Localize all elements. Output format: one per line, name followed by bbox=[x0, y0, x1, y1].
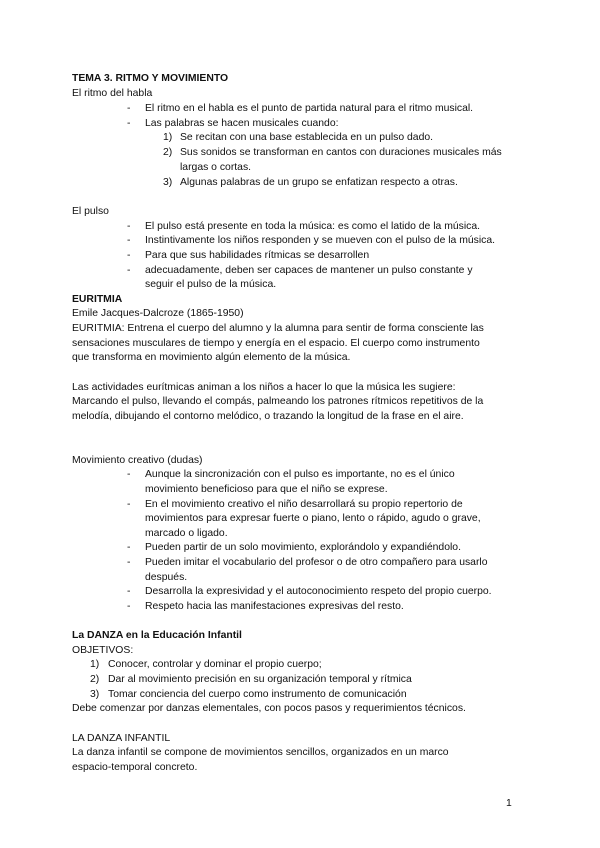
bullet-marker: - bbox=[127, 586, 131, 597]
list-item-continuation: movimientos para expresar fuerte o piano, lento o rápido, agudo o grave, bbox=[145, 513, 481, 524]
list-item: Dar al movimiento precisión en su organización temporal y rítmica bbox=[108, 674, 412, 685]
objetivos-label: OBJETIVOS: bbox=[72, 645, 134, 656]
paragraph-line: que transforma en movimiento algún elemento de la música. bbox=[72, 352, 351, 363]
paragraph-line: Marcando el pulso, llevando el compás, palmeando los patrones rítmicos repetitivos de la bbox=[72, 396, 484, 407]
list-item: En el movimiento creativo el niño desarrollará su propio repertorio de bbox=[145, 499, 463, 510]
bullet-marker: - bbox=[127, 469, 131, 480]
list-item: Pueden partir de un solo movimiento, explorándolo y expandiéndolo. bbox=[145, 542, 461, 553]
list-item: adecuadamente, deben ser capaces de mantener un pulso constante y bbox=[145, 265, 473, 276]
list-item: Las palabras se hacen musicales cuando: bbox=[145, 118, 339, 129]
list-number: 1) bbox=[90, 659, 100, 670]
list-number: 2) bbox=[90, 674, 100, 685]
list-number: 3) bbox=[90, 689, 100, 700]
list-item: Pueden imitar el vocabulario del profesor o de otro compañero para usarlo bbox=[145, 557, 488, 568]
paragraph-line: EURITMIA: Entrena el cuerpo del alumno y la alumna para sentir de forma consciente las bbox=[72, 323, 484, 334]
author-line: Emile Jacques-Dalcroze (1865-1950) bbox=[72, 308, 244, 319]
list-item: Sus sonidos se transforman en cantos con duraciones musicales más bbox=[180, 147, 502, 158]
bullet-marker: - bbox=[127, 265, 131, 276]
bullet-marker: - bbox=[127, 250, 131, 261]
list-item: Se recitan con una base establecida en un pulso dado. bbox=[180, 132, 434, 143]
list-item-continuation: movimiento beneficioso para que el niño se exprese. bbox=[145, 484, 388, 495]
bullet-marker: - bbox=[127, 542, 131, 553]
page-number: 1 bbox=[506, 798, 512, 809]
paragraph-line: melodía, dibujando el contorno melódico, o trazando la longitud de la frase en el aire. bbox=[72, 411, 464, 422]
list-item: Respeto hacia las manifestaciones expresivas del resto. bbox=[145, 601, 404, 612]
list-item: Aunque la sincronización con el pulso es importante, no es el único bbox=[145, 469, 455, 480]
bullet-marker: - bbox=[127, 118, 131, 129]
paragraph-line: Debe comenzar por danzas elementales, con pocos pasos y requerimientos técnicos. bbox=[72, 703, 466, 714]
bullet-marker: - bbox=[127, 103, 131, 114]
list-item: Para que sus habilidades rítmicas se desarrollen bbox=[145, 250, 370, 261]
bullet-marker: - bbox=[127, 557, 131, 568]
section-heading-habla: El ritmo del habla bbox=[72, 88, 153, 99]
section-heading-euritmia: EURITMIA bbox=[72, 294, 123, 305]
list-number: 3) bbox=[163, 177, 173, 188]
paragraph-line: espacio-temporal concreto. bbox=[72, 762, 198, 773]
list-item: Algunas palabras de un grupo se enfatizan respecto a otras. bbox=[180, 177, 458, 188]
bullet-marker: - bbox=[127, 221, 131, 232]
list-item-continuation: largas o cortas. bbox=[180, 162, 252, 173]
bullet-marker: - bbox=[127, 601, 131, 612]
list-item-continuation: después. bbox=[145, 572, 188, 583]
list-item: Desarrolla la expresividad y el autoconocimiento respeto del propio cuerpo. bbox=[145, 586, 492, 597]
section-heading-danza: La DANZA en la Educación Infantil bbox=[72, 630, 242, 641]
list-number: 1) bbox=[163, 132, 173, 143]
list-item: Tomar conciencia del cuerpo como instrumento de comunicación bbox=[108, 689, 407, 700]
list-item: Conocer, controlar y dominar el propio cuerpo; bbox=[108, 659, 322, 670]
paragraph-line: sensaciones musculares de tiempo y energía en el espacio. El cuerpo como instrumento bbox=[72, 338, 480, 349]
section-heading-pulso: El pulso bbox=[72, 206, 109, 217]
list-item: El pulso está presente en toda la música: es como el latido de la música. bbox=[145, 221, 480, 232]
paragraph-line: Las actividades eurítmicas animan a los niños a hacer lo que la música les sugiere: bbox=[72, 382, 456, 393]
paragraph-line: La danza infantil se compone de movimientos sencillos, organizados en un marco bbox=[72, 747, 449, 758]
list-item-continuation: seguir el pulso de la música. bbox=[145, 279, 277, 290]
document-title: TEMA 3. RITMO Y MOVIMIENTO bbox=[72, 73, 229, 84]
list-item: Instintivamente los niños responden y se mueven con el pulso de la música. bbox=[145, 235, 496, 246]
list-item-continuation: marcado o ligado. bbox=[145, 528, 228, 539]
list-number: 2) bbox=[163, 147, 173, 158]
section-heading-danza-infantil: LA DANZA INFANTIL bbox=[72, 733, 171, 744]
bullet-marker: - bbox=[127, 499, 131, 510]
section-heading-movimiento: Movimiento creativo (dudas) bbox=[72, 455, 203, 466]
list-item: El ritmo en el habla es el punto de partida natural para el ritmo musical. bbox=[145, 103, 474, 114]
bullet-marker: - bbox=[127, 235, 131, 246]
